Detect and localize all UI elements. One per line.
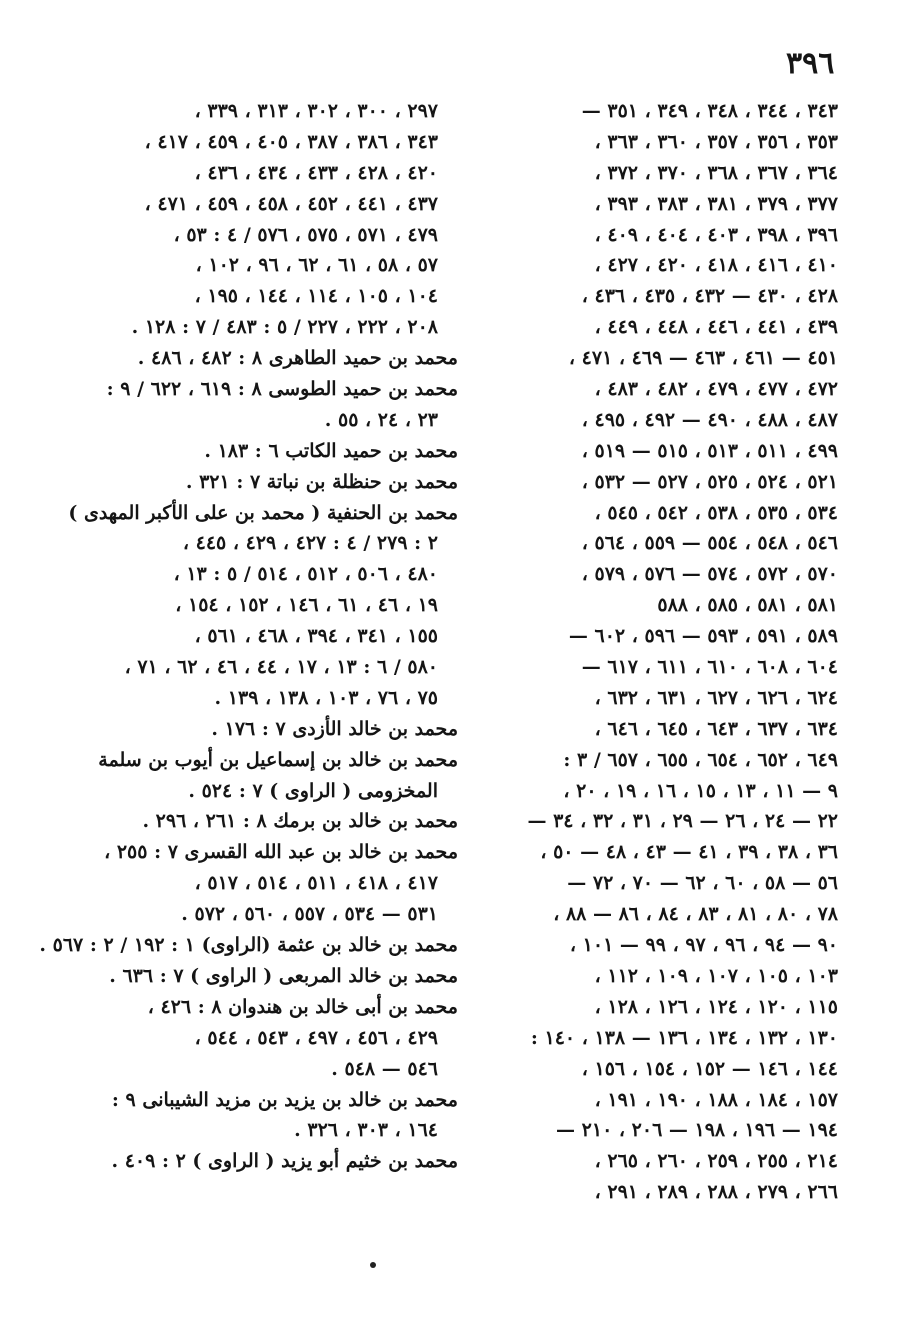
- index-line: ٥٨١ ، ٥٨١ ، ٥٨٥ ، ٥٨٨: [657, 594, 838, 617]
- index-line: ٣٦ ، ٣٨ ، ٣٩ ، ٤١ — ٤٣ ، ٤٨ — ٥٠ ،: [540, 841, 838, 864]
- index-entry: محمد بن خثيم أبو يزيد ( الراوى ) ٢ : ٤٠٩ .: [111, 1150, 458, 1173]
- index-entry: محمد بن خالد الأزدى ٧ : ١٧٦ .: [211, 717, 458, 740]
- index-continuation: ٥٤٦ — ٥٤٨ .: [331, 1057, 438, 1080]
- index-line: ١٤٤ ، ١٤٦ — ١٥٢ ، ١٥٤ ، ١٥٦ ،: [581, 1057, 838, 1080]
- index-continuation: ١٠٤ ، ١٠٥ ، ١١٤ ، ١٤٤ ، ١٩٥ ،: [194, 285, 438, 308]
- index-entry: محمد بن خالد بن إسماعيل بن أيوب بن سلمة: [98, 748, 458, 771]
- index-line: ١٩٤ — ١٩٦ ، ١٩٨ — ٢٠٦ ، ٢١٠ —: [556, 1119, 838, 1142]
- index-entry: محمد بن حميد الطوسى ٨ : ٦١٩ ، ٦٢٢ / ٩ :: [106, 378, 458, 401]
- index-continuation: ١٥٥ ، ٣٤١ ، ٣٩٤ ، ٤٦٨ ، ٥٦١ ،: [194, 625, 438, 648]
- index-line: ٥٢١ ، ٥٢٤ ، ٥٢٥ ، ٥٢٧ — ٥٣٢ ،: [581, 470, 838, 493]
- index-line: ٥٣٤ ، ٥٣٥ ، ٥٣٨ ، ٥٤٢ ، ٥٤٥ ،: [594, 501, 838, 524]
- index-entry: محمد بن حميد الكاتب ٦ : ١٨٣ .: [204, 439, 458, 462]
- index-entry: محمد بن حنظلة بن نباتة ٧ : ٣٢١ .: [185, 470, 458, 493]
- index-line: ٢٦٦ ، ٢٧٩ ، ٢٨٨ ، ٢٨٩ ، ٢٩١ ،: [594, 1181, 838, 1204]
- index-entry: محمد بن أبى خالد بن هندوان ٨ : ٤٢٦ ،: [147, 995, 458, 1018]
- index-line: ٩ — ١١ ، ١٣ ، ١٥ ، ١٦ ، ١٩ ، ٢٠ ،: [563, 779, 838, 802]
- index-continuation: ٤٢٩ ، ٤٥٦ ، ٤٩٧ ، ٥٤٣ ، ٥٤٤ ،: [194, 1026, 438, 1049]
- index-entry: محمد بن خالد المربعى ( الراوى ) ٧ : ٦٣٦ .: [109, 964, 458, 987]
- index-entry: محمد بن خالد بن برمك ٨ : ٢٦١ ، ٢٩٦ .: [142, 810, 458, 833]
- index-line: ٥٧٠ ، ٥٧٢ ، ٥٧٤ — ٥٧٦ ، ٥٧٩ ،: [581, 563, 838, 586]
- index-line: ٦٠٤ ، ٦٠٨ ، ٦١٠ ، ٦١١ ، ٦١٧ —: [581, 656, 838, 679]
- index-line: ٤١٠ ، ٤١٦ ، ٤١٨ ، ٤٢٠ ، ٤٢٧ ،: [594, 254, 838, 277]
- index-continuation: ٧٥ ، ٧٦ ، ١٠٣ ، ١٣٨ ، ١٣٩ .: [214, 686, 438, 709]
- index-line: ٣٦٤ ، ٣٦٧ ، ٣٦٨ ، ٣٧٠ ، ٣٧٢ ،: [594, 161, 838, 184]
- index-continuation: ٥٨٠ / ٦ : ١٣ ، ١٧ ، ٤٤ ، ٤٦ ، ٦٢ ، ٧١ ،: [124, 656, 438, 679]
- index-continuation: ٣٤٣ ، ٣٨٦ ، ٣٨٧ ، ٤٠٥ ، ٤٥٩ ، ٤١٧ ،: [144, 130, 438, 153]
- index-line: ٤٥١ — ٤٦١ ، ٤٦٣ — ٤٦٩ ، ٤٧١ ،: [568, 347, 838, 370]
- index-line: ٤٢٨ ، ٤٣٠ — ٤٣٢ ، ٤٣٥ ، ٤٣٦ ،: [581, 285, 838, 308]
- index-line: ٦٤٩ ، ٦٥٢ ، ٦٥٤ ، ٦٥٥ ، ٦٥٧ / ٣ :: [563, 748, 838, 771]
- index-line: ٧٨ ، ٨٠ ، ٨١ ، ٨٣ ، ٨٤ ، ٨٦ — ٨٨ ،: [553, 903, 838, 926]
- index-continuation: ٤٧٩ ، ٥٧١ ، ٥٧٥ ، ٥٧٦ / ٤ : ٥٣ ،: [173, 223, 438, 246]
- index-line: ٢٢ — ٢٤ ، ٢٦ — ٢٩ ، ٣١ ، ٣٢ ، ٣٤ —: [527, 810, 838, 833]
- index-line: ٤٩٩ ، ٥١١ ، ٥١٣ ، ٥١٥ — ٥١٩ ،: [581, 439, 838, 462]
- index-line: ١٣٠ ، ١٣٢ ، ١٣٤ ، ١٣٦ — ١٣٨ ، ١٤٠ :: [530, 1026, 838, 1049]
- footer-dot: [370, 1262, 376, 1268]
- index-line: ١٠٣ ، ١٠٥ ، ١٠٧ ، ١٠٩ ، ١١٢ ،: [594, 964, 838, 987]
- index-line: ٦٣٤ ، ٦٣٧ ، ٦٤٣ ، ٦٤٥ ، ٦٤٦ ،: [594, 717, 838, 740]
- index-entry: محمد بن خالد بن عثمة (الراوى) ١ : ١٩٢ / ٢ : ٥٦٧ .: [39, 934, 458, 957]
- index-line: ٥٦ — ٥٨ ، ٦٠ ، ٦٢ — ٧٠ ، ٧٢ —: [567, 872, 838, 895]
- index-entry: محمد بن حميد الطاهرى ٨ : ٤٨٢ ، ٤٨٦ .: [137, 347, 458, 370]
- index-entry: محمد بن خالد بن يزيد بن مزيد الشيبانى ٩ :: [111, 1088, 458, 1111]
- page-number: ٣٩٦: [786, 46, 835, 81]
- index-continuation: المخزومى ( الراوى ) ٧ : ٥٢٤ .: [188, 779, 438, 802]
- index-continuation: ٥٧ ، ٥٨ ، ٦١ ، ٦٢ ، ٩٦ ، ١٠٢ ،: [195, 254, 438, 277]
- index-line: ١١٥ ، ١٢٠ ، ١٢٤ ، ١٢٦ ، ١٢٨ ،: [594, 995, 838, 1018]
- index-line: ٣٥٣ ، ٣٥٦ ، ٣٥٧ ، ٣٦٠ ، ٣٦٣ ،: [594, 130, 838, 153]
- left-column: [39, 96, 458, 1177]
- index-entry: محمد بن الحنفية ( محمد بن على الأكبر المهدى ): [68, 501, 458, 524]
- index-line: ٣٤٣ ، ٣٤٤ ، ٣٤٨ ، ٣٤٩ ، ٣٥١ —: [581, 100, 838, 122]
- index-line: ٥٤٦ ، ٥٤٨ ، ٥٥٤ — ٥٥٩ ، ٥٦٤ ،: [581, 532, 838, 555]
- index-line: ٤٨٧ ، ٤٨٨ ، ٤٩٠ — ٤٩٢ ، ٤٩٥ ،: [581, 408, 838, 431]
- index-entry: محمد بن خالد بن عبد الله القسرى ٧ : ٢٥٥ ،: [104, 841, 458, 864]
- index-continuation: ٢ : ٢٧٩ / ٤ : ٤٢٧ ، ٤٢٩ ، ٤٤٥ ،: [182, 532, 438, 555]
- index-line: ٣٩٦ ، ٣٩٨ ، ٤٠٣ ، ٤٠٤ ، ٤٠٩ ،: [594, 223, 838, 246]
- index-line: ٦٢٤ ، ٦٢٦ ، ٦٢٧ ، ٦٣١ ، ٦٣٢ ،: [594, 686, 838, 709]
- index-continuation: ٤٣٧ ، ٤٤١ ، ٤٥٢ ، ٤٥٨ ، ٤٥٩ ، ٤٧١ ،: [144, 192, 438, 215]
- index-continuation: ٢٣ ، ٢٤ ، ٥٥ .: [324, 408, 438, 431]
- index-continuation: ١٩ ، ٤٦ ، ٦١ ، ١٤٦ ، ١٥٢ ، ١٥٤ ،: [175, 594, 438, 617]
- index-line: ١٥٧ ، ١٨٤ ، ١٨٨ ، ١٩٠ ، ١٩١ ،: [594, 1088, 838, 1111]
- index-line: ٣٧٧ ، ٣٧٩ ، ٣٨١ ، ٣٨٣ ، ٣٩٣ ،: [594, 192, 838, 215]
- index-line: ٩٠ — ٩٤ ، ٩٦ ، ٩٧ ، ٩٩ — ١٠١ ،: [569, 934, 838, 957]
- index-continuation: ٢٠٨ ، ٢٢٢ ، ٢٢٧ / ٥ : ٤٨٣ / ٧ : ١٢٨ .: [131, 316, 438, 339]
- right-column: [486, 96, 838, 1208]
- index-continuation: ٤١٧ ، ٤١٨ ، ٥١١ ، ٥١٤ ، ٥١٧ ،: [194, 872, 438, 895]
- index-continuation: ٤٨٠ ، ٥٠٦ ، ٥١٢ ، ٥١٤ / ٥ : ١٣ ،: [173, 563, 438, 586]
- index-line: ٥٨٩ ، ٥٩١ ، ٥٩٣ — ٥٩٦ ، ٦٠٢ —: [568, 625, 838, 648]
- index-line: ٢١٤ ، ٢٥٥ ، ٢٥٩ ، ٢٦٠ ، ٢٦٥ ،: [594, 1150, 838, 1173]
- index-continuation: ٢٩٧ ، ٣٠٠ ، ٣٠٢ ، ٣١٣ ، ٣٣٩ ،: [194, 100, 438, 122]
- index-line: ٤٣٩ ، ٤٤١ ، ٤٤٦ ، ٤٤٨ ، ٤٤٩ ،: [594, 316, 838, 339]
- index-continuation: ١٦٤ ، ٣٠٣ ، ٣٢٦ .: [294, 1119, 438, 1142]
- index-continuation: ٤٢٠ ، ٤٢٨ ، ٤٣٣ ، ٤٣٤ ، ٤٣٦ ،: [194, 161, 438, 184]
- index-line: ٤٧٢ ، ٤٧٧ ، ٤٧٩ ، ٤٨٢ ، ٤٨٣ ،: [594, 378, 838, 401]
- index-continuation: ٥٣١ — ٥٣٤ ، ٥٥٧ ، ٥٦٠ ، ٥٧٢ .: [181, 903, 438, 926]
